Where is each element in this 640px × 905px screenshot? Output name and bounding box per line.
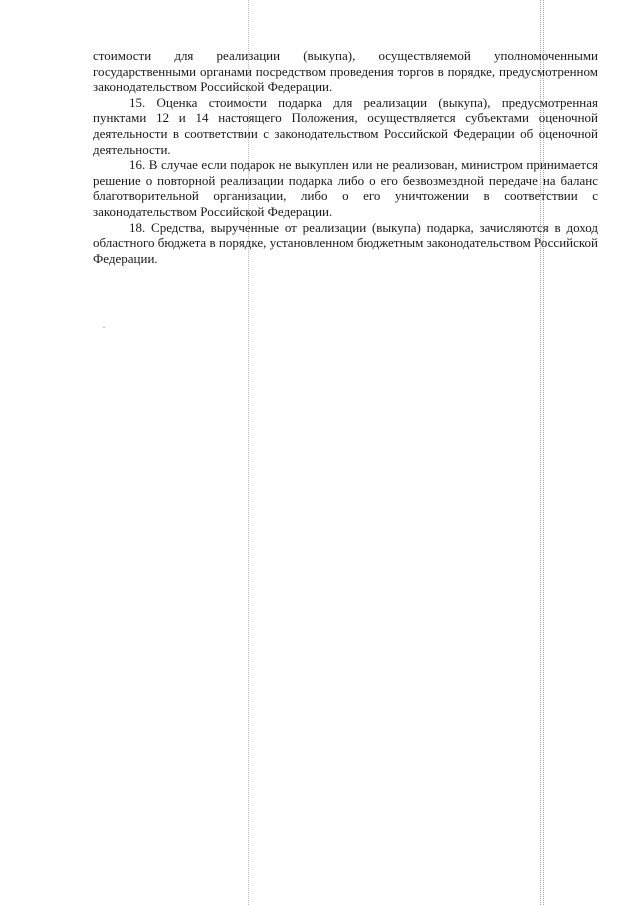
document-body xyxy=(93,48,598,266)
paragraph-15: 15. Оценка стоимости подарка для реализации (выкупа), предусмотренная пунктами 12 и 14 настоящего Положения, осуществляется субъектами оценочной деятельности в соответствии с законодательством Российской Федерации об оценочной деятельности. xyxy=(93,94,598,157)
paragraph-16: 16. В случае если подарок не выкуплен или не реализован, министром принимается решение о повторной реализации подарка либо о его безвозмездной передаче на баланс благотворительной организации, либо о его уничтожении в соответствии с законодательством Российской Федерации. xyxy=(93,157,598,219)
paragraph-continuation: стоимости для реализации (выкупа), осуществляемой уполномоченными государственными органами посредством проведения торгов в порядке, предусмотренном законодательством Российской Федерации. xyxy=(93,48,598,95)
paragraph-18: 18. Средства, вырученные от реализации (выкупа) подарка, зачисляются в доход областного бюджета в порядке, установленном бюджетным законодательством Российской Федерации. xyxy=(93,219,598,266)
scan-speck xyxy=(103,327,105,328)
